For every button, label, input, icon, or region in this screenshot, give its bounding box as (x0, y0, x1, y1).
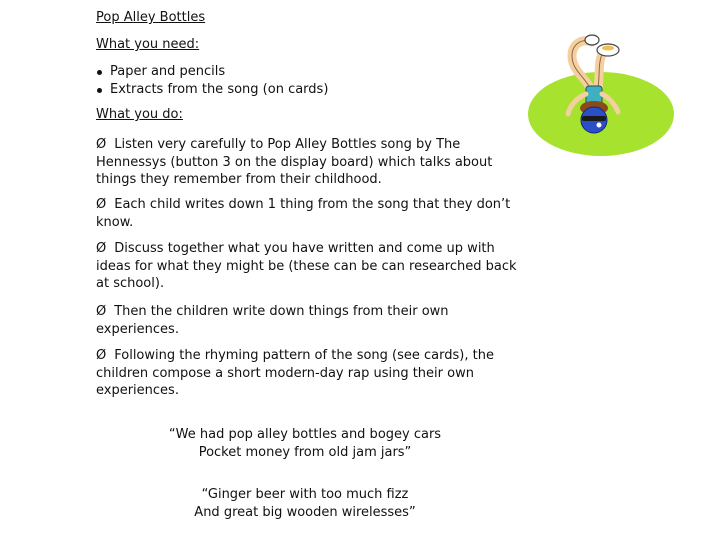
step-5 (96, 347, 521, 400)
step-text: Then the children write down things from their own experiences. (96, 304, 449, 337)
page-title: Pop Alley Bottles (96, 10, 206, 25)
step-3 (96, 240, 521, 293)
arrow-bullet-icon: Ø (96, 304, 107, 319)
arrow-bullet-icon: Ø (96, 348, 107, 363)
list-item: Paper and pencils (96, 63, 328, 81)
song-quote-1: “We had pop alley bottles and bogey cars Pocket money from old jam jars” (168, 427, 442, 460)
step-2 (96, 196, 521, 231)
arrow-bullet-icon: Ø (96, 137, 107, 152)
arrow-bullet-icon: Ø (96, 197, 107, 212)
arrow-bullet-icon: Ø (96, 241, 107, 256)
step-text: Each child writes down 1 thing from the song that they don’t know. (96, 197, 511, 230)
step-4 (96, 303, 521, 338)
what-you-need-heading: What you need: (96, 37, 200, 52)
step-text: Listen very carefully to Pop Alley Bottles song by The Hennessys (button 3 on the display board) which talks about things they remember from their childhood. (96, 137, 493, 187)
step-1 (96, 136, 521, 189)
song-quote-2: “Ginger beer with too much fizz And great big wooden wirelesses” (194, 487, 416, 520)
shoe-left (585, 35, 599, 45)
handstand-child-illustration (528, 28, 678, 158)
step-text: Following the rhyming pattern of the song (see cards), the children compose a short modern-day rap using their own experiences. (96, 348, 494, 398)
materials-list (96, 63, 328, 98)
what-you-do-heading: What you do: (96, 107, 183, 122)
step-text: Discuss together what you have written and come up with ideas for what they might be (these can be can researched back at school). (96, 241, 517, 291)
list-item: Extracts from the song (on cards) (96, 81, 328, 99)
